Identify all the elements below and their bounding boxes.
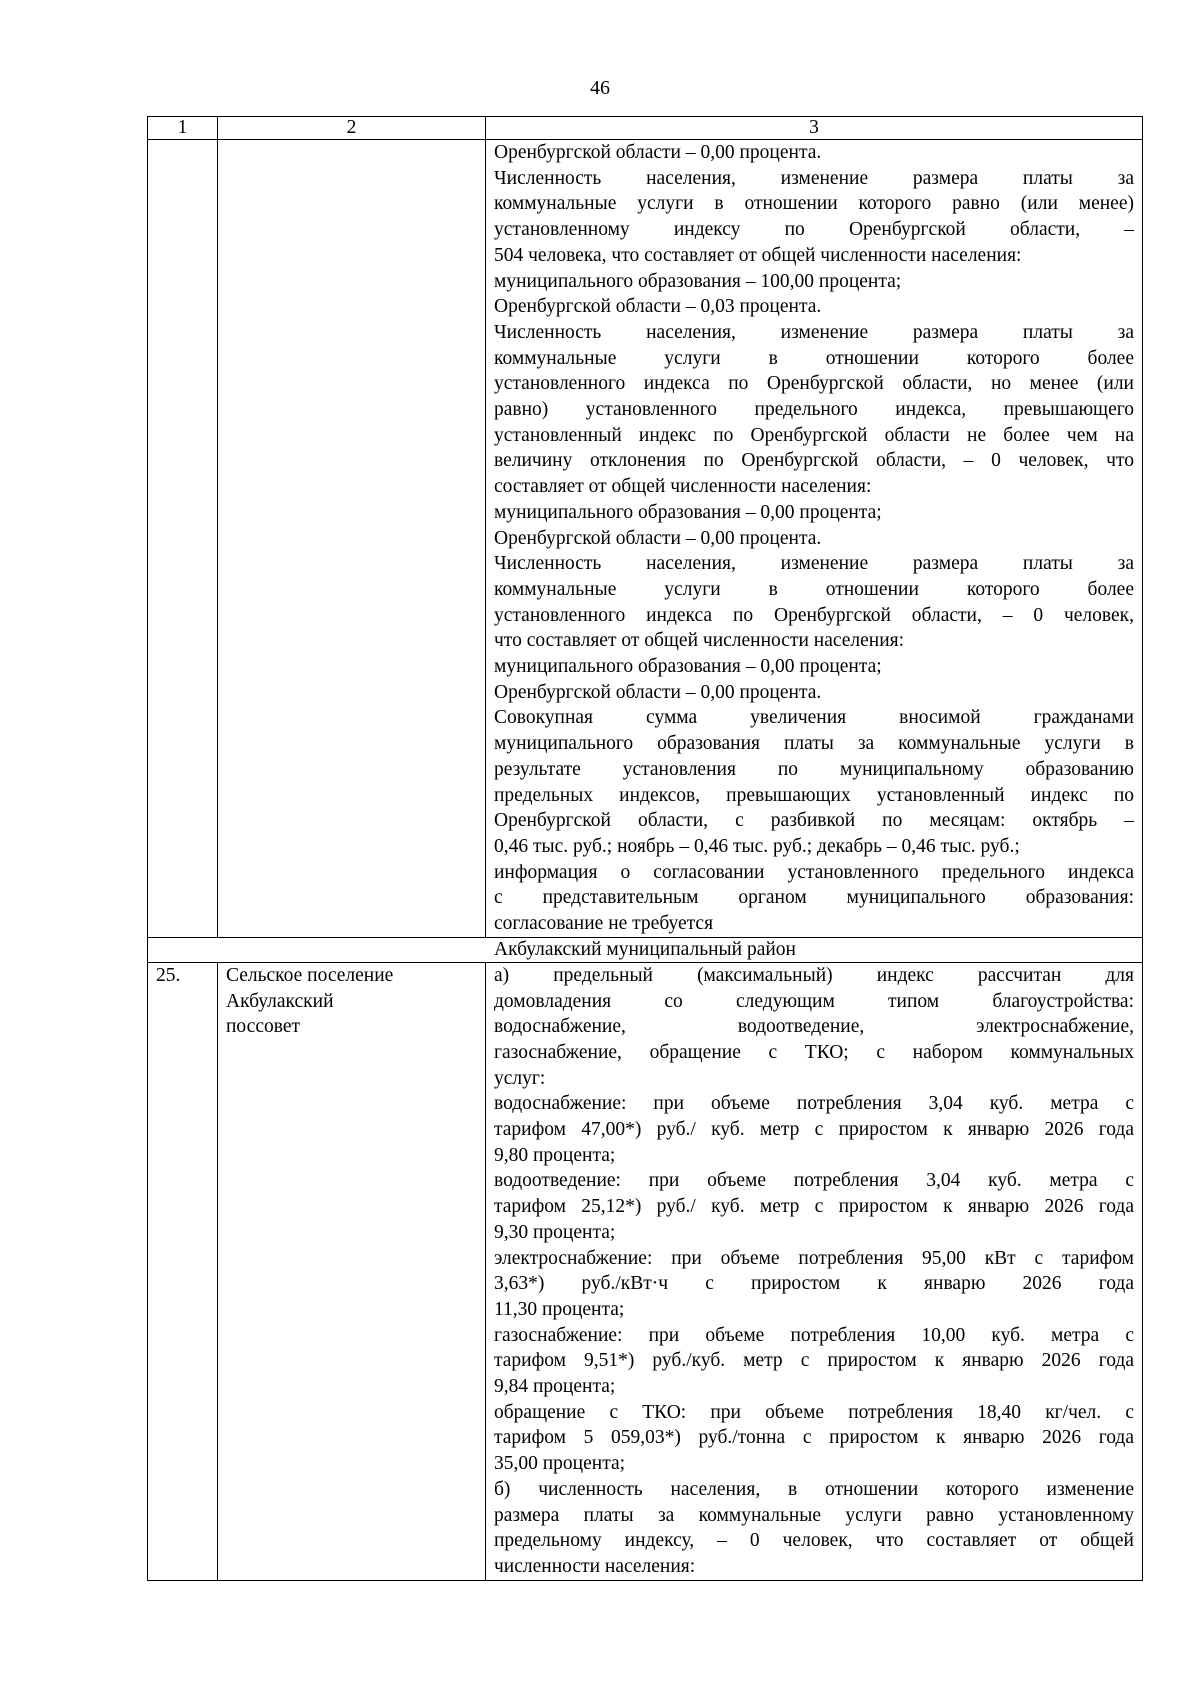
text-line: коммунальные услуги в отношении которого равно (или менее) [494, 193, 1134, 215]
text-line: установленного индекса по Оренбургской области, – 0 человек, [494, 604, 1134, 626]
row-number-cell [148, 140, 218, 938]
text-line: предельному индексу, – 0 человек, что составляет от общей [494, 1530, 1134, 1552]
text-line: газоснабжение, обращение с ТКО; с набором коммунальных [494, 1041, 1134, 1063]
text-line: численности населения: [494, 1555, 696, 1577]
text-line: 9,30 процента; [494, 1221, 616, 1243]
text-line: а) предельный (максимальный) индекс рассчитан для [494, 964, 1134, 986]
text-line: муниципального образования платы за коммунальные услуги в [494, 733, 1134, 755]
text-line: водоснабжение, водоотведение, электроснабжение, [494, 1016, 1134, 1038]
settlement-name-cell [218, 140, 486, 938]
text-line: Оренбургской области, с разбивкой по месяцам: октябрь – [494, 810, 1134, 832]
text-line: водоотведение: при объеме потребления 3,04 куб. метра с [494, 1170, 1134, 1192]
tariff-index-table [147, 116, 1143, 1581]
text-line: 11,30 процента; [494, 1298, 625, 1320]
text-line: б) численность населения, в отношении которого изменение [494, 1478, 1134, 1500]
text-line: согласование не требуется [494, 913, 714, 935]
settlement-name-line: Акбулакский [226, 990, 334, 1012]
text-line: муниципального образования – 0,00 процента; [494, 656, 882, 678]
header-col-3: 3 [486, 117, 1143, 140]
text-line: муниципального образования – 100,00 процента; [494, 270, 902, 292]
text-line: установленному индексу по Оренбургской области, – [494, 219, 1134, 241]
table-header-row [148, 117, 1143, 140]
text-line: 0,46 тыс. руб.; ноябрь – 0,46 тыс. руб.; декабрь – 0,46 тыс. руб.; [494, 835, 1020, 857]
text-line: что составляет от общей численности населения: [494, 630, 905, 652]
text-line: 3,63*) руб./кВт·ч с приростом к январю 2026 года [494, 1273, 1134, 1295]
text-line: услуг: [494, 1067, 546, 1089]
text-line: Оренбургской области – 0,00 процента. [494, 681, 822, 703]
row-description-cell [486, 962, 1143, 1580]
text-line: Совокупная сумма увеличения вносимой гражданами [494, 707, 1134, 729]
text-line: предельных индексов, превышающих установленный индекс по [494, 784, 1134, 806]
text-line: электроснабжение: при объеме потребления 95,00 кВт с тарифом [494, 1247, 1134, 1269]
text-line: величину отклонения по Оренбургской области, – 0 человек, что [494, 450, 1134, 472]
text-line: Численность населения, изменение размера платы за [494, 167, 1134, 189]
text-line: Численность населения, изменение размера платы за [494, 553, 1134, 575]
text-line: размера платы за коммунальные услуги равно установленному [494, 1504, 1134, 1526]
text-line: обращение с ТКО: при объеме потребления 18,40 кг/чел. с [494, 1401, 1134, 1423]
text-line: равно) установленного предельного индекса, превышающего [494, 399, 1134, 421]
text-line: 504 человека, что составляет от общей численности населения: [494, 244, 1022, 266]
text-line: установленный индекс по Оренбургской области не более чем на [494, 424, 1134, 446]
text-line: коммунальные услуги в отношении которого более [494, 578, 1134, 600]
text-line: 9,84 процента; [494, 1376, 616, 1398]
text-line: составляет от общей численности населения: [494, 476, 872, 498]
section-row [148, 937, 1143, 962]
text-line: 35,00 процента; [494, 1453, 626, 1475]
text-line: Оренбургской области – 0,03 процента. [494, 296, 822, 318]
text-line: тарифом 5 059,03*) руб./тонна с приростом к январю 2026 года [494, 1427, 1134, 1449]
text-line: информация о согласовании установленного предельного индекса [494, 861, 1134, 883]
text-line: установленного индекса по Оренбургской области, но менее (или [494, 373, 1134, 395]
settlement-name-line: Сельское поселение [226, 964, 394, 986]
settlement-name-line: поссовет [226, 1016, 301, 1038]
text-line: 9,80 процента; [494, 1144, 616, 1166]
row-number-cell: 25. [148, 962, 218, 1580]
text-line: результате установления по муниципальному образованию [494, 758, 1134, 780]
header-col-2: 2 [218, 117, 486, 140]
table-row-25 [148, 962, 1143, 1580]
text-line: водоснабжение: при объеме потребления 3,04 куб. метра с [494, 1093, 1134, 1115]
text-line: муниципального образования – 0,00 процента; [494, 501, 882, 523]
text-line: Оренбургской области – 0,00 процента. [494, 527, 822, 549]
row-description-cell [486, 140, 1143, 938]
section-title: Акбулакский муниципальный район [148, 937, 1143, 962]
text-line: с представительным органом муниципального образования: [494, 887, 1134, 909]
header-col-1: 1 [148, 117, 218, 140]
text-line: Численность населения, изменение размера платы за [494, 321, 1134, 343]
text-line: тарифом 9,51*) руб./куб. метр с приростом к январю 2026 года [494, 1350, 1134, 1372]
settlement-name-cell [218, 962, 486, 1580]
text-line: газоснабжение: при объеме потребления 10,00 куб. метра с [494, 1324, 1134, 1346]
text-line: домовладения со следующим типом благоустройства: [494, 990, 1134, 1012]
page-number: 46 [590, 77, 610, 99]
text-line: тарифом 47,00*) руб./ куб. метр с приростом к январю 2026 года [494, 1119, 1134, 1141]
text-line: Оренбургской области – 0,00 процента. [494, 142, 822, 163]
text-line: тарифом 25,12*) руб./ куб. метр с приростом к январю 2026 года [494, 1196, 1134, 1218]
text-line: коммунальные услуги в отношении которого более [494, 347, 1134, 369]
table-row-continued [148, 140, 1143, 938]
